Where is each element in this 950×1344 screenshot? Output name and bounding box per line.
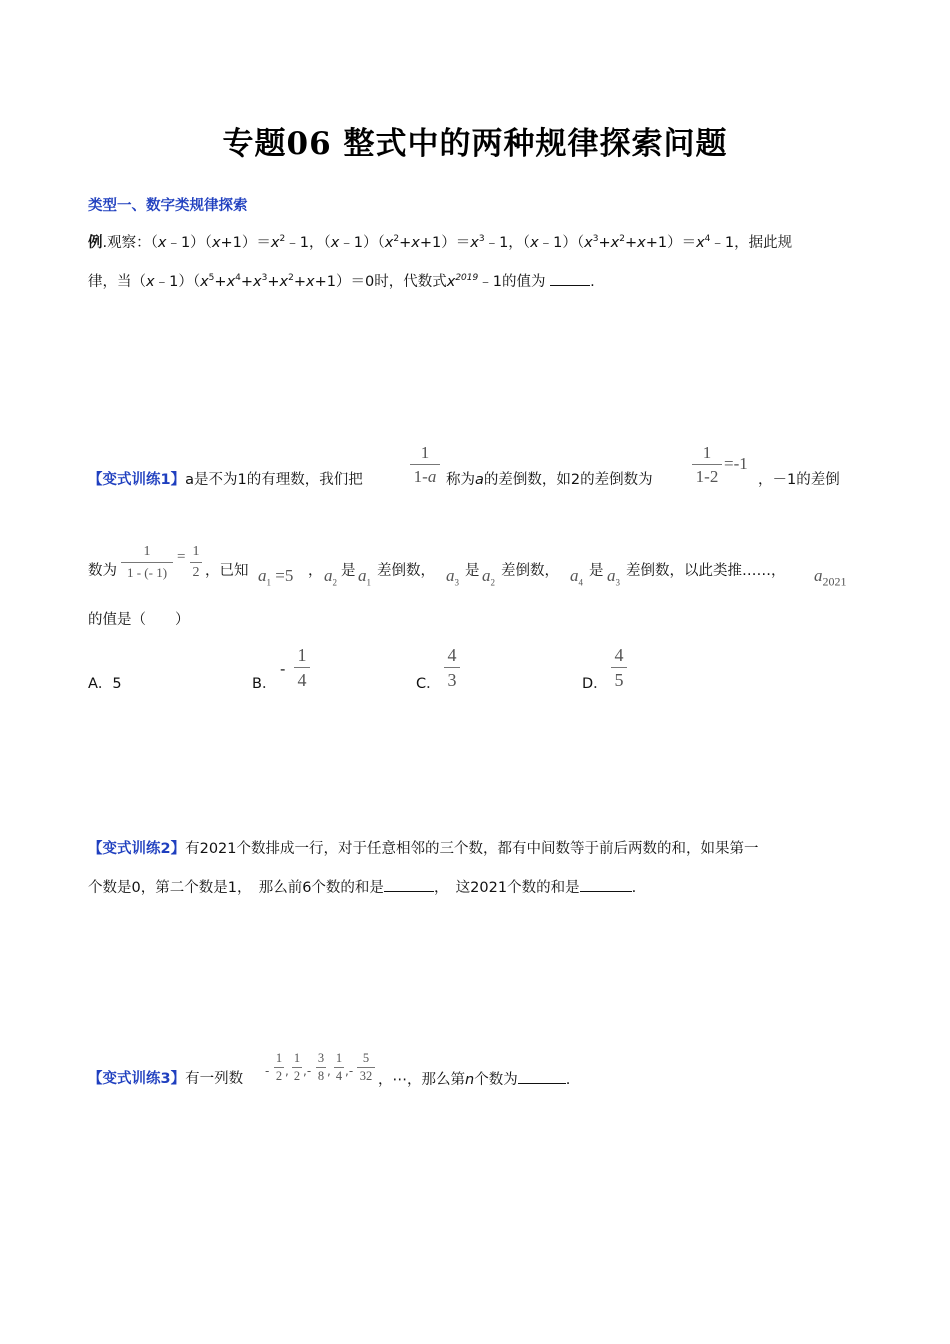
exercise1-line-1b: 称为a的差倒数，如2的差倒数为 [446, 472, 653, 488]
answer-blank-2[interactable] [580, 877, 632, 892]
text-chadaoshu-2: 差倒数， [501, 563, 559, 579]
exercise1-line-2-text: ，已知 [205, 563, 249, 579]
exercise2-tag: 【变式训练2】 [88, 841, 186, 857]
exercise1-line-3: 的值是（ ） [88, 612, 190, 628]
answer-blank[interactable] [550, 271, 590, 286]
seq-sign-4: , [327, 1064, 331, 1078]
text-shi-2: 是 [465, 563, 480, 579]
exercise1-tag: 【变式训练1】 [88, 472, 186, 488]
seq-fraction-2: 1 2 [293, 1051, 301, 1083]
fraction-1-over-2: 1 2 [190, 545, 202, 580]
a3b: $a_3$ [607, 566, 620, 588]
a1-equals-5: $a_1 =5$ [258, 566, 294, 588]
section-heading: 类型一、数字类规律探索 [88, 198, 248, 214]
fraction-1-over-1-minus-a: 1 1-a [410, 444, 440, 485]
exercise1-line-2-start: 数为 [88, 563, 117, 579]
text-chadaoshu-1: 差倒数， [377, 563, 435, 579]
fraction-1-over-1-minus-2: 1 1-2 [692, 444, 722, 485]
a4: $a_4$ [570, 566, 583, 588]
fraction-1-over-1-minus-neg1: 1 1 - (- 1) [121, 545, 173, 579]
option-a[interactable]: A．5 [88, 676, 122, 692]
option-d[interactable]: D． [582, 676, 608, 692]
a2b: $a_2$ [482, 566, 495, 588]
exercise2-line-2: 个数是0，第二个数是1， 那么前6个数的和是 ， 这2021个数的和是 . [88, 877, 636, 898]
example-line-2: 律，当$(x﹣1)(x^5+x^4+x^3+x^2+x+1)=0$时，代数式$x^{2019}﹣1$的值为 . [88, 273, 595, 290]
seq-sign-1: - [265, 1064, 270, 1078]
text-yicileitui: 差倒数，以此类推……， [626, 563, 786, 579]
seq-sign-5: ,- [345, 1064, 354, 1078]
option-b-sign: - [280, 660, 286, 678]
a1: $a_1$ [358, 566, 371, 588]
example-line-1: 例.观察：$(x﹣1)(x+1)=x^2﹣1$，$(x﹣1)(x^2+x+1)=x^3﹣1$，$(x﹣1)(x^3+x^2+x+1)=x^4﹣1$，据此规 [88, 234, 793, 251]
a2: $a_2$ [324, 566, 337, 588]
exercise3-line: 【变式训练3】有一列数 [88, 1071, 244, 1087]
seq-fraction-3: 3 8 [317, 1051, 325, 1083]
eq-sign: = [177, 549, 186, 565]
exercise1-line-1c: ，－1的差倒 [758, 472, 840, 488]
page-title: 专题06 整式中的两种规律探索问题 [222, 126, 728, 162]
seq-fraction-4: 1 4 [335, 1051, 343, 1083]
seq-fraction-1: 1 2 [275, 1051, 283, 1083]
example-label: 例 [88, 235, 103, 251]
a3: $a_3$ [446, 566, 459, 588]
text-shi-3: 是 [589, 563, 604, 579]
option-c-fraction: 4 3 [444, 646, 460, 689]
text-shi-1: 是 [341, 563, 356, 579]
exercise1-line-1: 【变式训练1】a是不为1的有理数，我们把 [88, 472, 363, 488]
exercise3-line-b: ，⋯，那么第n个数为 . [378, 1069, 570, 1090]
exercise3-tag: 【变式训练3】 [88, 1071, 186, 1087]
answer-blank-3[interactable] [518, 1069, 566, 1084]
option-d-fraction: 4 5 [611, 646, 627, 689]
option-b-fraction: 1 4 [294, 646, 310, 689]
seq-sign-3: ,- [303, 1064, 312, 1078]
exercise2-line-1: 【变式训练2】有2021个数排成一行，对于任意相邻的三个数，都有中间数等于前后两数的和，如果第一 [88, 841, 759, 857]
option-b[interactable]: B． [252, 676, 277, 692]
comma: ， [308, 563, 323, 579]
eq-minus-1: =-1 [724, 454, 748, 473]
seq-fraction-5: 5 32 [357, 1052, 375, 1082]
answer-blank-1[interactable] [384, 877, 434, 892]
option-c[interactable]: C． [416, 676, 441, 692]
a2021: $a_{2021}$ [814, 566, 847, 589]
seq-sign-2: , [285, 1064, 289, 1078]
